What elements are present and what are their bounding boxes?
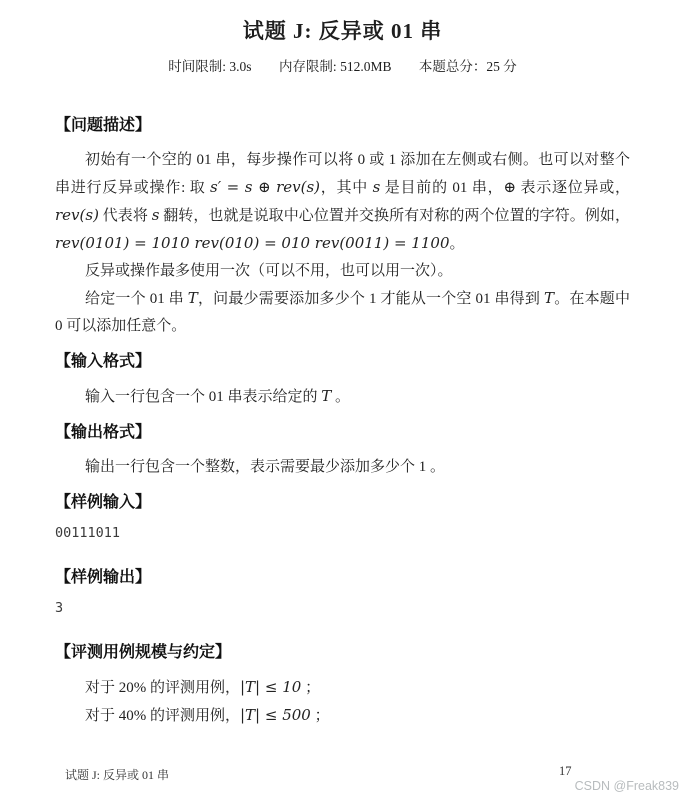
input-format-paragraph: 输入一行包含一个 01 串表示给定的 T 。 xyxy=(85,387,351,405)
sample-input-value: 00111011 xyxy=(55,525,121,541)
total-score: 本题总分：25 分 xyxy=(418,59,517,74)
problem-paragraph-1: 初始有一个空的 01 串，每步操作可以将 0 或 1 添加在左侧或右侧。也可以对整个串进行反异或操作: 取 s′ = s ⊕ rev(s)，其中 s 是目前的 01 串，⊕ 表示逐位异或，rev(s) 代表将 s 翻转，也就是说取中心位置并交换所有对称的两个位置的字符。例如，rev(0101) = 1010 rev(010) = 010 rev(0011) = 1100。 xyxy=(55,152,631,252)
section-heading-sample-output: 【样例输出】 xyxy=(55,569,152,586)
memory-limit: 内存限制: 512.0MB xyxy=(278,59,392,74)
sample-output-value: 3 xyxy=(55,600,64,616)
csdn-watermark: CSDN @Freak839 xyxy=(574,779,679,793)
section-heading-constraints: 【评测用例规模与约定】 xyxy=(55,644,232,661)
problem-meta xyxy=(55,58,630,75)
problem-paragraph-2: 反异或操作最多使用一次（可以不用，也可以用一次）。 xyxy=(85,263,453,279)
footer-page-number: 17 xyxy=(559,764,572,778)
section-heading-input-format: 【输入格式】 xyxy=(55,353,152,370)
output-format-paragraph: 输出一行包含一个整数，表示需要最少添加多少个 1 。 xyxy=(85,459,446,475)
time-limit: 时间限制: 3.0s xyxy=(168,59,252,74)
section-heading-sample-input: 【样例输入】 xyxy=(55,494,152,511)
footer-problem-title: 试题 J: 反异或 01 串 xyxy=(65,768,170,782)
page-title: 试题 J: 反异或 01 串 xyxy=(242,19,443,43)
problem-paragraph-3: 给定一个 01 串 T，问最少需要添加多少个 1 才能从一个空 01 串得到 T。在本题中 0 可以添加任意个。 xyxy=(55,289,630,334)
constraints-paragraph-1: 对于 20% 的评测用例，|T| ≤ 10 ； xyxy=(85,678,321,696)
section-heading-problem-description: 【问题描述】 xyxy=(55,117,152,134)
constraints-paragraph-2: 对于 40% 的评测用例，|T| ≤ 500 ； xyxy=(85,706,330,724)
section-heading-output-format: 【输出格式】 xyxy=(55,424,152,441)
